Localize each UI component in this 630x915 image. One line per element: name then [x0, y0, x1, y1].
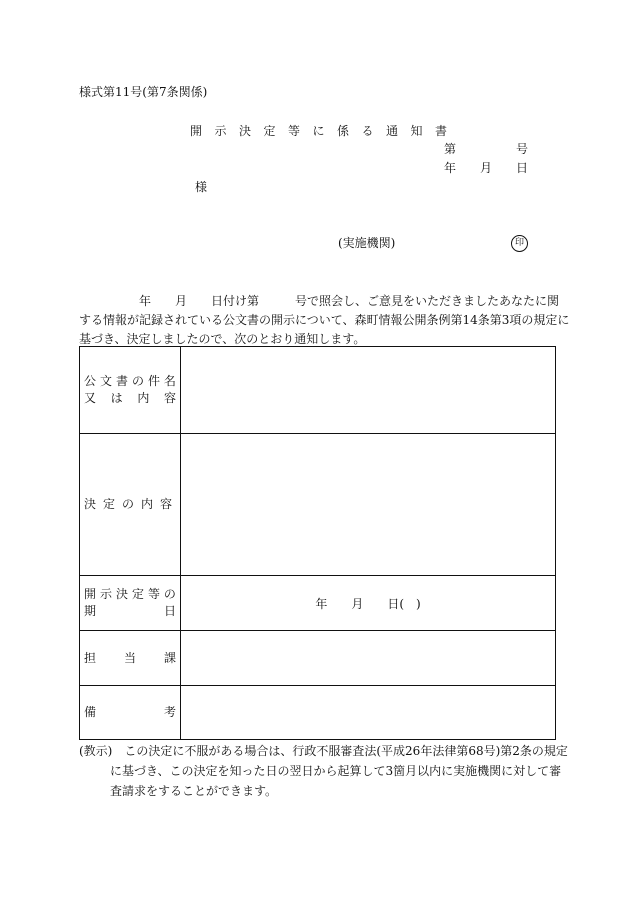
title-char: 示: [214, 124, 227, 138]
title-char: 知: [410, 124, 423, 138]
agency-label: (実施機関): [338, 236, 396, 250]
document-title: [190, 125, 460, 137]
table-row: [80, 631, 556, 686]
table-row: [80, 347, 556, 434]
table-row: [80, 434, 556, 576]
date-day: 日: [516, 161, 529, 175]
notice-line: 査請求をすることができます。: [110, 784, 278, 798]
notice-line: に基づき、この決定を知った日の翌日から起算して3箇月以内に実施機関に対して審: [110, 764, 562, 778]
value-disclosure-date[interactable]: 年 月 日( ): [181, 576, 556, 631]
body-paragraph: [79, 292, 570, 349]
title-char: 等: [288, 124, 301, 138]
doc-number-prefix: 第: [444, 142, 457, 156]
date-month: 月: [480, 161, 493, 175]
label-remarks: 備 考: [80, 686, 181, 740]
seal-mark: 印: [511, 235, 528, 252]
notice-section: [79, 741, 568, 801]
body-line: 年 月 日付け第 号で照会し、ご意見をいただきましたあなたに関: [79, 294, 560, 308]
body-line: する情報が記録されている公文書の開示について、森町情報公開条例第14条第3項の規定に: [79, 313, 570, 327]
label-disclosure-date: 開 示 決 定 等 の 期 日: [80, 576, 181, 631]
body-line: 基づき、決定しましたので、次のとおり通知します。: [79, 332, 366, 346]
disclosure-table: [79, 346, 556, 740]
label-department: 担 当 課: [80, 631, 181, 686]
value-remarks[interactable]: [181, 686, 556, 740]
title-char: 通: [386, 124, 399, 138]
notice-line: (教示) この決定に不服がある場合は、行政不服審査法(平成26年法律第68号)第2条の規定: [79, 744, 568, 758]
title-char: 開: [190, 124, 203, 138]
table-row: [80, 576, 556, 631]
date-year: 年: [444, 161, 457, 175]
title-char: る: [361, 124, 374, 138]
value-decision-content[interactable]: [181, 434, 556, 576]
value-department[interactable]: [181, 631, 556, 686]
title-char: に: [312, 124, 325, 138]
title-char: 係: [337, 124, 350, 138]
label-document-title: 公 文 書 の 件 名 又 は 内 容: [80, 347, 181, 434]
addressee-suffix: 様: [195, 180, 208, 194]
table-row: [80, 686, 556, 740]
title-char: 定: [263, 124, 276, 138]
value-document-title[interactable]: [181, 347, 556, 434]
title-char: 決: [239, 124, 252, 138]
title-char: 書: [435, 124, 448, 138]
form-number: 様式第11号(第7条関係): [79, 85, 208, 99]
doc-number-suffix: 号: [516, 142, 529, 156]
label-decision-content: 決 定 の 内 容: [80, 434, 181, 576]
